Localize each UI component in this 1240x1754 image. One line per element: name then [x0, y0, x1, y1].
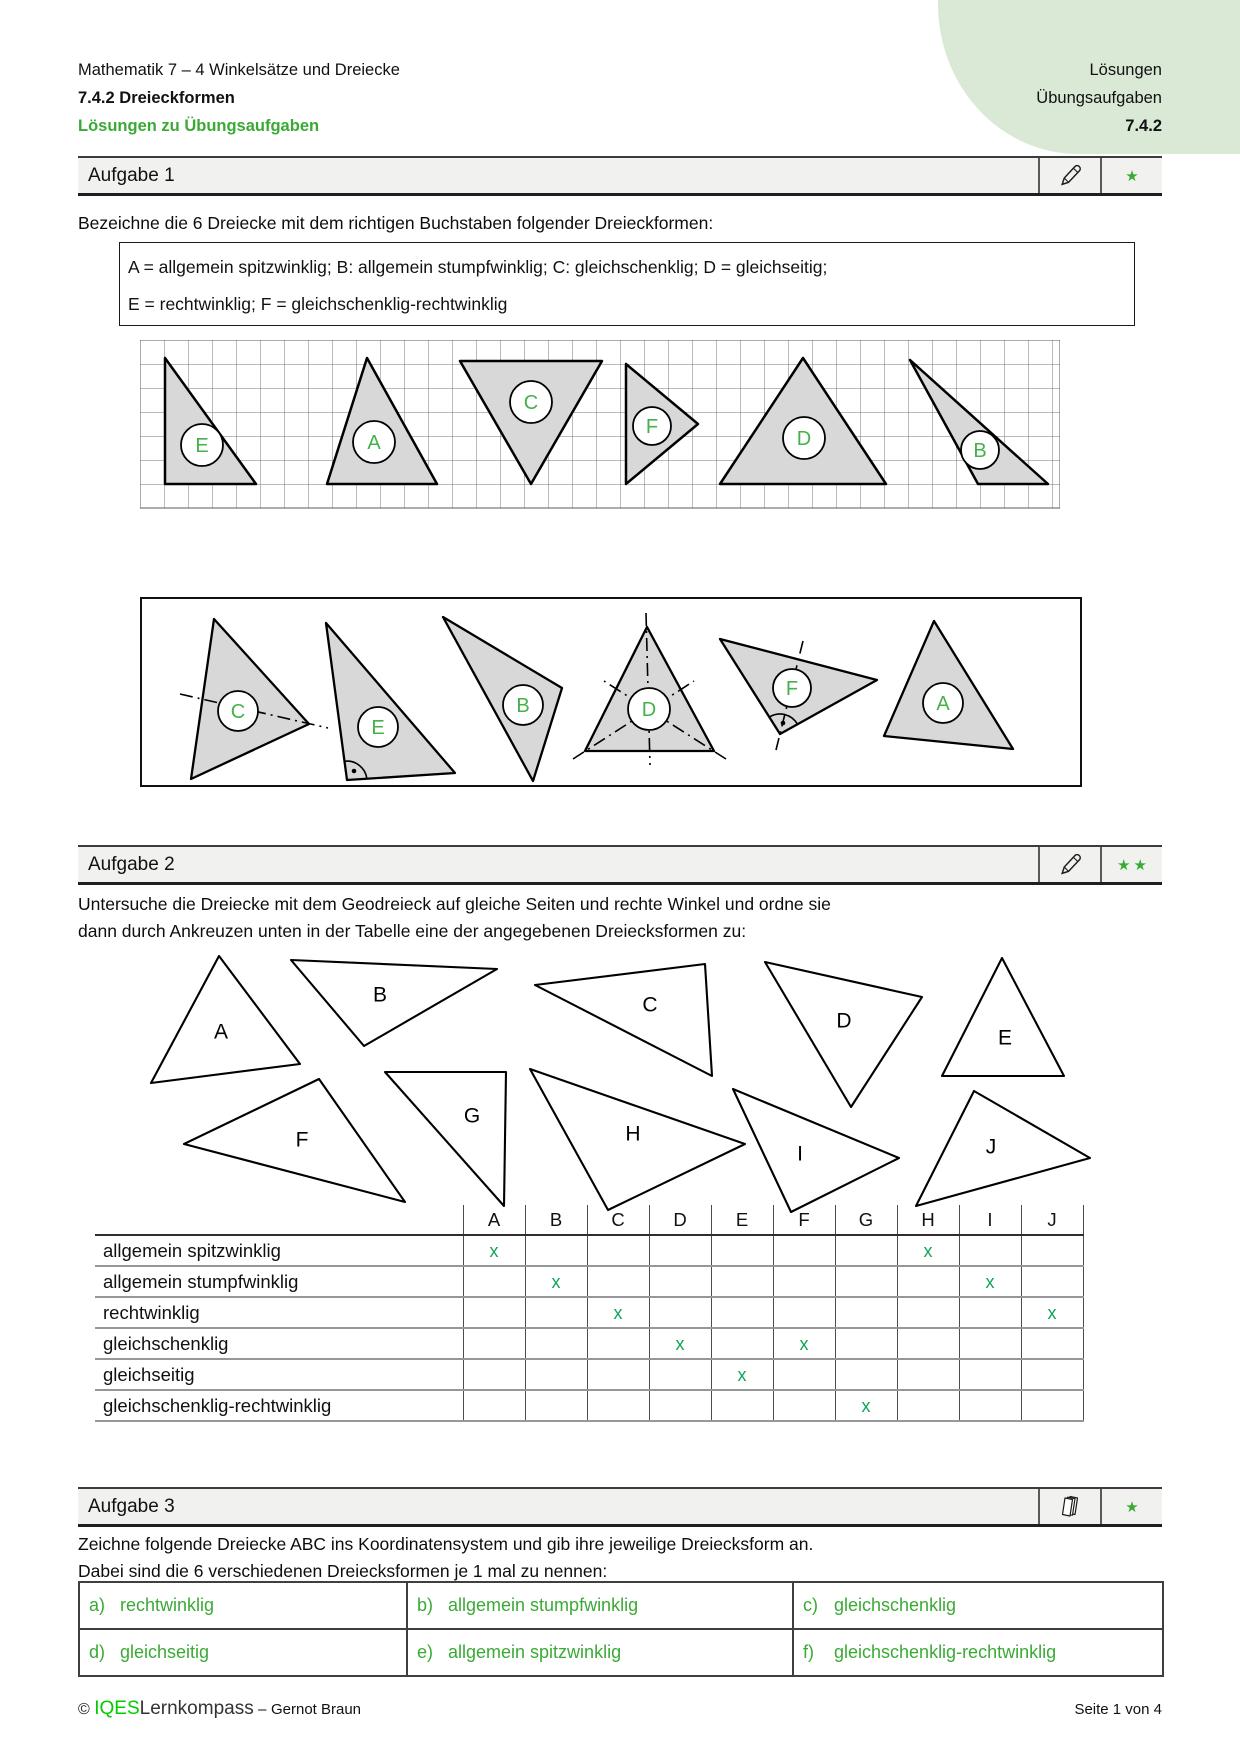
- mark-cell-C: [587, 1266, 649, 1297]
- triangle-E: [942, 958, 1064, 1076]
- answer-value: gleichschenklig: [834, 1595, 957, 1615]
- mark-cell-E: [711, 1235, 773, 1266]
- grid-label-E: E: [195, 435, 209, 457]
- marks-col-header-J: J: [1021, 1205, 1083, 1235]
- answers-table: [78, 1581, 1164, 1677]
- footer-author: Gernot Braun: [270, 1701, 362, 1718]
- marks-col-header-A: A: [463, 1205, 525, 1235]
- triangle-F: [184, 1079, 405, 1202]
- mark-cell-G: [835, 1266, 897, 1297]
- answer-value: rechtwinklig: [120, 1595, 215, 1615]
- marks-row: [95, 1266, 1083, 1297]
- answer-value: allgemein spitzwinklig: [448, 1642, 622, 1662]
- marks-col-header-C: C: [587, 1205, 649, 1235]
- aufgabe2-triangles-figure: [100, 948, 1140, 1218]
- mark-cell-C: [587, 1297, 649, 1328]
- mark-cell-D: [649, 1297, 711, 1328]
- mark-cell-D: [649, 1390, 711, 1421]
- mark-cell-I: [959, 1390, 1021, 1421]
- aufgabe1-header-bar: [78, 156, 1162, 196]
- grid-label-C: C: [523, 392, 539, 414]
- aufgabe2-intro-line2: dann durch Ankreuzen unten in der Tabelle eine der angegebenen Dreiecksformen zu:: [78, 921, 747, 941]
- legend-line1: A = allgemein spitzwinklig; B: allgemein stumpfwinklig; C: gleichschenklig; D = gleichseitig;: [128, 257, 828, 277]
- mark-cell-C: [587, 1235, 649, 1266]
- triangle-G: [385, 1072, 506, 1206]
- aufgabe2-title: Aufgabe 2: [88, 853, 175, 875]
- mark-cell-G: [835, 1297, 897, 1328]
- answer-key: c): [803, 1595, 818, 1615]
- marks-row: [95, 1297, 1083, 1328]
- aufgabe3-header-bar: [78, 1487, 1162, 1527]
- mark-cell-F: [773, 1390, 835, 1421]
- marks-row: [95, 1235, 1083, 1266]
- grid-triangles-figure: [140, 340, 1060, 510]
- answers-row-1: [79, 1582, 1163, 1629]
- marks-row: [95, 1359, 1083, 1390]
- grid-label-D: D: [796, 428, 812, 450]
- answer-f: [793, 1629, 1163, 1676]
- mark-cell-A: [463, 1328, 525, 1359]
- subsection-title: Lösungen zu Übungsaufgaben: [78, 117, 320, 135]
- triangle-D: [765, 962, 922, 1107]
- marks-col-header-I: I: [959, 1205, 1021, 1235]
- box-label-B: B: [516, 695, 530, 717]
- marks-row-label: allgemein stumpfwinklig: [95, 1266, 463, 1297]
- answer-value: gleichseitig: [120, 1642, 210, 1662]
- answer-key: f): [803, 1642, 814, 1662]
- mark-cell-F: [773, 1359, 835, 1390]
- triangle-E: [326, 623, 455, 780]
- footer-dash: –: [258, 1701, 267, 1718]
- triangle-A: [151, 956, 300, 1083]
- aufgabe2-difficulty-stars: ★★: [1100, 847, 1162, 882]
- aufgabe2-header-bar: [78, 845, 1162, 885]
- mark-cell-C: [587, 1390, 649, 1421]
- mark-cell-I: [959, 1266, 1021, 1297]
- legend-line2: E = rechtwinklig; F = gleichschenklig-rechtwinklig: [128, 294, 508, 314]
- solution-mark: x: [737, 1364, 747, 1385]
- mark-cell-H: [897, 1328, 959, 1359]
- mark-cell-J: [1021, 1359, 1083, 1390]
- aufgabe1-difficulty-stars: ★: [1100, 158, 1162, 193]
- mark-cell-J: [1021, 1390, 1083, 1421]
- aufgabe3-intro-line1: Zeichne folgende Dreiecke ABC ins Koordinatensystem und gib ihre jeweilige Dreiecksform an.: [78, 1534, 814, 1554]
- header-right: [1036, 56, 1162, 140]
- mark-cell-A: [463, 1297, 525, 1328]
- marks-table-body: [95, 1235, 1083, 1421]
- triangle-label-H: H: [625, 1122, 641, 1146]
- aufgabe1-intro: Bezeichne die 6 Dreiecke mit dem richtigen Buchstaben folgender Dreieckformen:: [78, 213, 714, 233]
- aufgabe1-grid-panel: [140, 340, 1060, 515]
- mark-cell-D: [649, 1359, 711, 1390]
- aufgabe3-title: Aufgabe 3: [88, 1495, 175, 1517]
- mark-cell-I: [959, 1235, 1021, 1266]
- marks-row-label: gleichseitig: [95, 1359, 463, 1390]
- solution-mark: x: [613, 1302, 623, 1323]
- mark-cell-J: [1021, 1297, 1083, 1328]
- page-number: Seite 1 von 4: [1074, 1701, 1162, 1718]
- header-left: [78, 56, 400, 140]
- mark-cell-J: [1021, 1235, 1083, 1266]
- box-label-D: D: [641, 699, 657, 721]
- solution-mark: x: [985, 1271, 995, 1292]
- mark-cell-A: [463, 1390, 525, 1421]
- mark-cell-C: [587, 1359, 649, 1390]
- mark-cell-E: [711, 1359, 773, 1390]
- copyright-icon: ©: [78, 1701, 90, 1718]
- mark-cell-E: [711, 1266, 773, 1297]
- marks-row-label: gleichschenklig: [95, 1328, 463, 1359]
- mark-cell-G: [835, 1359, 897, 1390]
- mark-cell-B: [525, 1328, 587, 1359]
- solution-mark: x: [861, 1395, 871, 1416]
- solution-mark: x: [551, 1271, 561, 1292]
- aufgabe2-intro-line1: Untersuche die Dreiecke mit dem Geodreieck auf gleiche Seiten und rechte Winkel und ordne sie: [78, 894, 831, 914]
- page-footer: [78, 1698, 1162, 1720]
- footer-copyright: [78, 1698, 361, 1720]
- triangle-C: [535, 964, 712, 1076]
- mark-cell-I: [959, 1359, 1021, 1390]
- marks-corner-cell: [95, 1205, 463, 1235]
- marks-col-header-B: B: [525, 1205, 587, 1235]
- marks-col-header-D: D: [649, 1205, 711, 1235]
- marks-row: [95, 1390, 1083, 1421]
- mark-cell-J: [1021, 1266, 1083, 1297]
- aufgabe1-legend-box: [119, 242, 1135, 326]
- mark-cell-H: [897, 1359, 959, 1390]
- solution-mark: x: [1047, 1302, 1057, 1323]
- aufgabe2-intro: [78, 891, 1058, 945]
- mark-cell-D: [649, 1328, 711, 1359]
- mark-cell-F: [773, 1235, 835, 1266]
- answer-key: d): [89, 1642, 106, 1662]
- box-label-A: A: [936, 693, 950, 715]
- triangle-label-G: G: [463, 1104, 481, 1128]
- marks-table: [95, 1205, 1084, 1422]
- right-angle-dot: [781, 721, 786, 726]
- pencil-icon: [1038, 847, 1100, 882]
- answer-key: b): [417, 1595, 434, 1615]
- answer-a: [79, 1582, 407, 1629]
- marks-row-label: gleichschenklig-rechtwinklig: [95, 1390, 463, 1421]
- mark-cell-H: [897, 1266, 959, 1297]
- course-title: Mathematik 7 – 4 Winkelsätze und Dreiecke: [78, 61, 400, 79]
- marks-col-header-H: H: [897, 1205, 959, 1235]
- triangle-label-I: I: [797, 1142, 803, 1166]
- aufgabe3-intro-line2: Dabei sind die 6 verschiedenen Dreiecksformen je 1 mal zu nennen:: [78, 1561, 608, 1581]
- answer-value: gleichschenklig-rechtwinklig: [834, 1642, 1057, 1662]
- pages-icon: [1038, 1489, 1100, 1524]
- mark-cell-E: [711, 1390, 773, 1421]
- marks-row-label: rechtwinklig: [95, 1297, 463, 1328]
- mark-cell-G: [835, 1328, 897, 1359]
- mark-cell-B: [525, 1390, 587, 1421]
- mark-cell-G: [835, 1390, 897, 1421]
- section-title: 7.4.2 Dreieckformen: [78, 89, 235, 107]
- solution-mark: x: [923, 1240, 933, 1261]
- grid-label-A: A: [367, 432, 381, 454]
- answer-value: allgemein stumpfwinklig: [448, 1595, 639, 1615]
- marks-col-header-F: F: [773, 1205, 835, 1235]
- triangle-label-E: E: [997, 1026, 1013, 1050]
- triangle-label-J: J: [985, 1135, 997, 1159]
- mark-cell-B: [525, 1266, 587, 1297]
- solution-mark: x: [675, 1333, 685, 1354]
- mark-cell-D: [649, 1266, 711, 1297]
- mark-cell-F: [773, 1328, 835, 1359]
- triangle-J: [916, 1091, 1090, 1206]
- mark-cell-A: [463, 1266, 525, 1297]
- answer-key: e): [417, 1642, 434, 1662]
- right-angle-dot: [352, 769, 357, 774]
- mark-cell-F: [773, 1266, 835, 1297]
- grid-label-B: B: [973, 440, 987, 462]
- answer-c: [793, 1582, 1163, 1629]
- marks-col-header-E: E: [711, 1205, 773, 1235]
- mark-cell-A: [463, 1359, 525, 1390]
- triangle-label-C: C: [642, 993, 658, 1017]
- triangle-label-B: B: [372, 983, 388, 1007]
- box-label-E: E: [371, 717, 385, 739]
- box-triangles-figure: [142, 599, 1080, 785]
- aufgabe1-box-panel: [140, 597, 1082, 787]
- mark-cell-I: [959, 1328, 1021, 1359]
- answers-row-2: [79, 1629, 1163, 1676]
- mark-cell-E: [711, 1297, 773, 1328]
- mark-cell-B: [525, 1297, 587, 1328]
- mark-cell-H: [897, 1235, 959, 1266]
- mark-cell-I: [959, 1297, 1021, 1328]
- aufgabe3-difficulty-stars: ★: [1100, 1489, 1162, 1524]
- solution-mark: x: [799, 1333, 809, 1354]
- box-label-C: C: [230, 701, 246, 723]
- marks-col-header-G: G: [835, 1205, 897, 1235]
- aufgabe3-intro: [78, 1531, 1078, 1585]
- mark-cell-D: [649, 1235, 711, 1266]
- mark-cell-B: [525, 1359, 587, 1390]
- mark-cell-F: [773, 1297, 835, 1328]
- triangle-label-F: F: [295, 1128, 309, 1152]
- box-label-F: F: [785, 678, 799, 700]
- aufgabe1-title: Aufgabe 1: [88, 164, 175, 186]
- mark-cell-E: [711, 1328, 773, 1359]
- triangle-B: [291, 960, 497, 1046]
- mark-cell-H: [897, 1297, 959, 1328]
- solution-mark: x: [489, 1240, 499, 1261]
- mark-cell-B: [525, 1235, 587, 1266]
- doc-type-line1: Lösungen: [1089, 61, 1162, 79]
- mark-cell-G: [835, 1235, 897, 1266]
- mark-cell-A: [463, 1235, 525, 1266]
- doc-section-number: 7.4.2: [1125, 117, 1162, 135]
- triangle-label-A: A: [213, 1020, 229, 1044]
- answer-key: a): [89, 1595, 106, 1615]
- mark-cell-J: [1021, 1328, 1083, 1359]
- triangle-label-D: D: [836, 1009, 852, 1033]
- brand-iqes: IQES: [94, 1698, 140, 1719]
- doc-type-line2: Übungsaufgaben: [1036, 89, 1162, 107]
- mark-cell-C: [587, 1328, 649, 1359]
- answer-b: [407, 1582, 793, 1629]
- grid-label-F: F: [645, 416, 659, 438]
- brand-lernkompass: Lernkompass: [139, 1698, 254, 1719]
- pencil-icon: [1038, 158, 1100, 193]
- marks-header-row: [95, 1205, 1083, 1235]
- answer-d: [79, 1629, 407, 1676]
- marks-row-label: allgemein spitzwinklig: [95, 1235, 463, 1266]
- marks-row: [95, 1328, 1083, 1359]
- answer-e: [407, 1629, 793, 1676]
- triangle-B: [443, 617, 562, 781]
- mark-cell-H: [897, 1390, 959, 1421]
- triangle-I: [733, 1089, 899, 1212]
